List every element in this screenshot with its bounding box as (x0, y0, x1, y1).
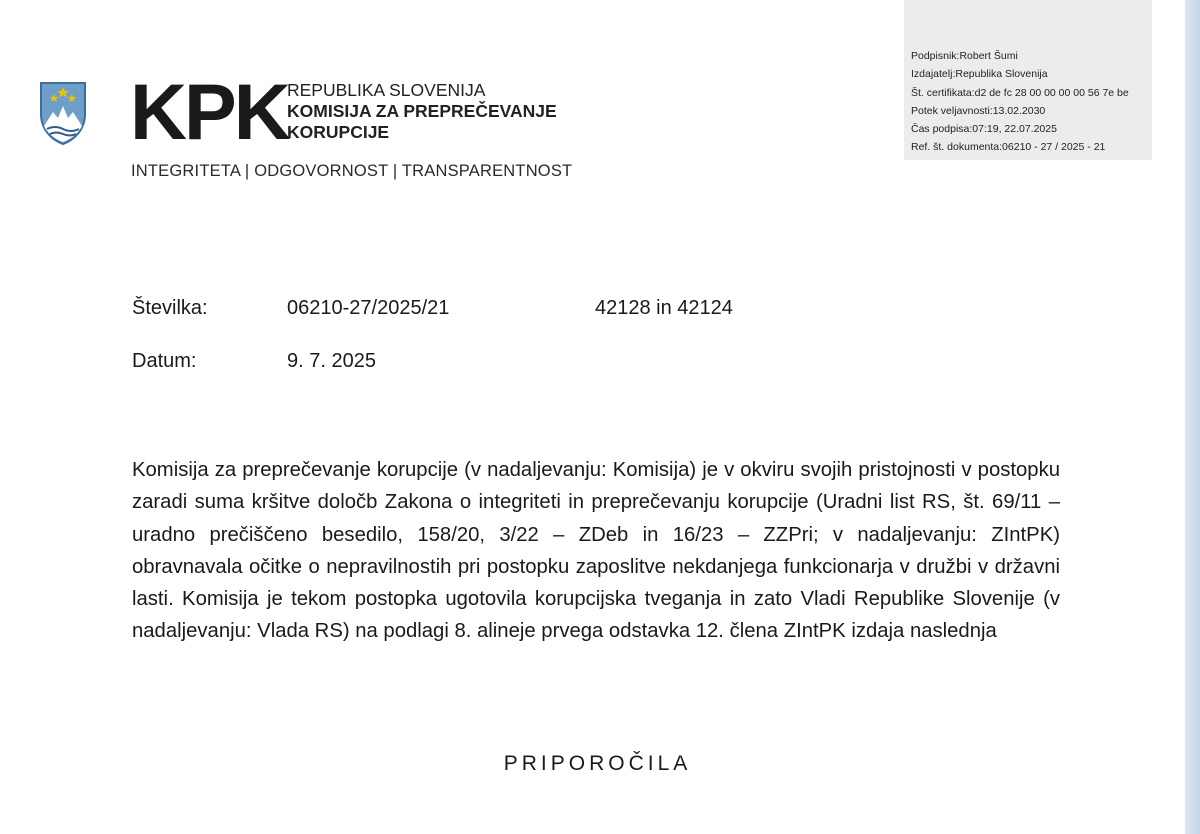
section-title: PRIPOROČILA (503, 752, 692, 775)
org-name-line1: KOMISIJA ZA PREPREČEVANJE (287, 101, 557, 121)
number-extra: 42128 in 42124 (595, 297, 733, 319)
coat-of-arms-icon (38, 80, 88, 146)
number-label: Številka: (132, 297, 208, 319)
signature-lines (911, 47, 1129, 157)
date-value: 9. 7. 2025 (287, 350, 376, 372)
number-value: 06210-27/2025/21 (287, 297, 450, 319)
org-country: REPUBLIKA SLOVENIJA (287, 80, 486, 100)
tagline: INTEGRITETA | ODGOVORNOST | TRANSPARENTNOST (131, 162, 573, 180)
org-name-line2: KORUPCIJE (287, 122, 390, 142)
signature-validity: Potek veljavnosti:13.02.2030 (911, 104, 1046, 117)
digital-signature-box (904, 0, 1152, 160)
window-edge-strip (1185, 0, 1200, 834)
kpk-logo: KPK (130, 67, 288, 156)
signature-signer: Podpisnik:Robert Šumi (911, 50, 1018, 62)
date-label: Datum: (132, 350, 197, 372)
organization-name (287, 80, 557, 143)
signature-reference: Ref. št. dokumenta:06210 - 27 / 2025 - 21 (911, 141, 1106, 154)
signature-issuer: Izdajatelj:Republika Slovenija (911, 68, 1048, 81)
signature-time: Čas podpisa:07:19, 22.07.2025 (911, 123, 1057, 136)
body-paragraph: Komisija za preprečevanje korupcije (v nadaljevanju: Komisija) je v okviru svojih pristojnosti v postopku zaradi suma kršitve določb Zakona o integriteti in preprečevanju korupcije (Uradni list RS, št. 69/11 – uradno prečiščeno besedilo, 158/20, 3/22 – ZDeb in 16/23 – ZZPri; v nadaljevanju: ZIntPK) obravnavala očitke o nepravilnostih pri postopku zaposlitve nekdanjega funkcionarja v družbi v državni lasti. Komisija je tekom postopka ugotovila korupcijska tveganja in zato Vladi Republike Slovenije (v nadaljevanju: Vlada RS) na podlagi 8. alineje prvega odstavka 12. člena ZIntPK izdaja naslednja (132, 459, 1060, 643)
signature-certificate: Št. certifikata:d2 de fc 28 00 00 00 00 56 7e be (911, 86, 1129, 99)
